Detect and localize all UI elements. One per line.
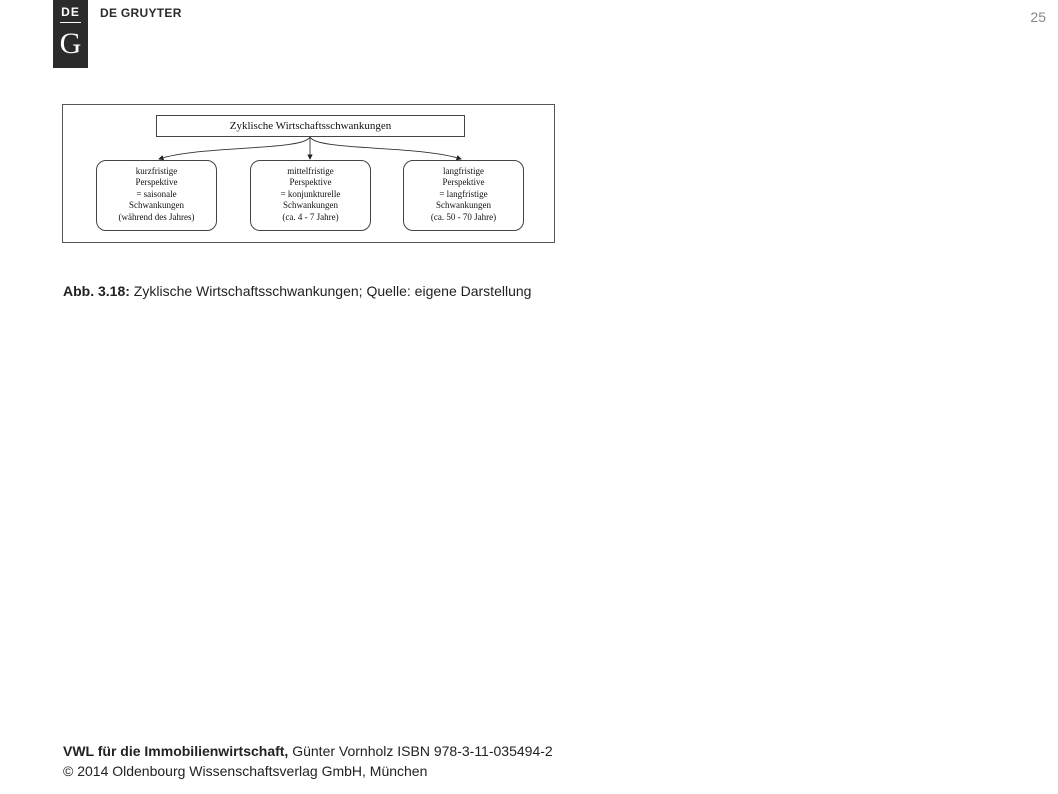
diagram-root-node: Zyklische Wirtschaftsschwankungen <box>156 115 465 137</box>
diagram-node-short-term <box>96 160 217 231</box>
diagram-figure <box>62 104 555 243</box>
publisher-name: DE GRUYTER <box>100 6 182 20</box>
node-line: = saisonale <box>136 188 177 199</box>
book-title: VWL für die Immobilienwirtschaft, <box>63 743 289 759</box>
author-isbn: Günter Vornholz ISBN 978-3-11-035494-2 <box>292 743 553 759</box>
node-line: kurzfristige <box>135 166 178 176</box>
node-line: (während des Jahres) <box>118 211 195 222</box>
copyright-line: © 2014 Oldenbourg Wissenschaftsverlag GmbH, München <box>63 763 428 779</box>
footer-line-1 <box>63 741 553 761</box>
node-line: Perspektive <box>135 177 178 188</box>
logo-divider <box>60 22 81 23</box>
node-line: (ca. 50 - 70 Jahre) <box>430 211 497 222</box>
node-line: Schwankungen <box>436 200 491 211</box>
page-footer <box>63 741 553 781</box>
node-line: = konjunkturelle <box>280 188 341 199</box>
node-line: Perspektive <box>442 177 485 188</box>
node-line: = langfristige <box>439 188 488 199</box>
node-line: Perspektive <box>289 177 332 188</box>
connector-right <box>310 137 461 159</box>
caption-label: Abb. 3.18: <box>63 283 130 299</box>
node-line: Schwankungen <box>283 200 338 211</box>
diagram-node-long-term <box>403 160 524 231</box>
logo-g-text: G <box>59 27 82 60</box>
node-line: (ca. 4 - 7 Jahre) <box>282 211 339 222</box>
page-number: 25 <box>1030 9 1046 25</box>
node-line: langfristige <box>443 166 484 176</box>
node-line: mittelfristige <box>287 166 334 176</box>
connector-left <box>159 137 310 159</box>
node-line: Schwankungen <box>129 200 184 211</box>
logo-de-text: DE <box>61 5 80 19</box>
de-gruyter-logo <box>53 0 88 68</box>
caption-text: Zyklische Wirtschaftsschwankungen; Quelle: eigene Darstellung <box>133 283 532 299</box>
figure-caption <box>63 283 531 299</box>
diagram-node-medium-term <box>250 160 371 231</box>
